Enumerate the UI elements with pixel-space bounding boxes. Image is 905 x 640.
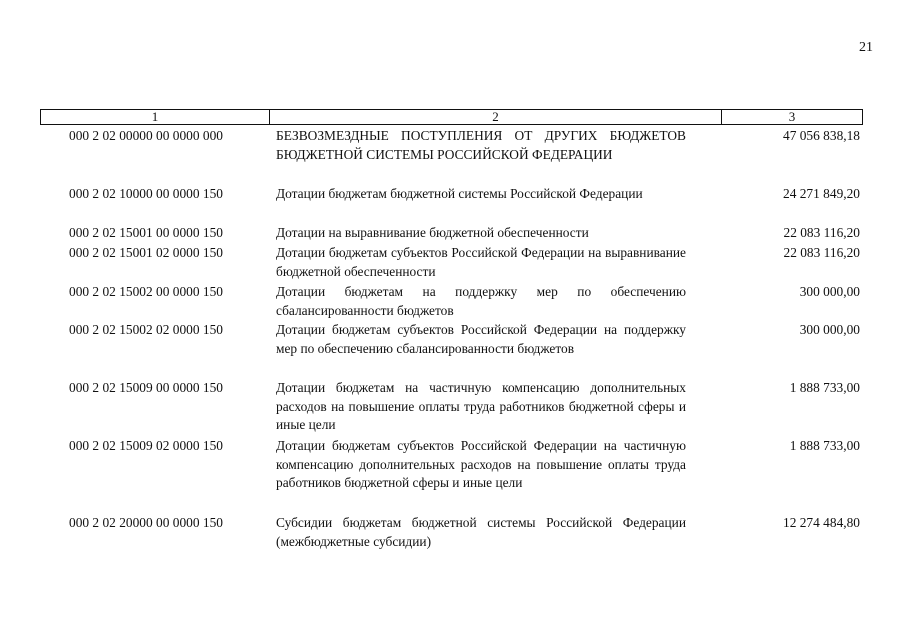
- row-code: 000 2 02 15009 00 0000 150: [69, 380, 223, 395]
- row-code: 000 2 02 15001 02 0000 150: [69, 245, 223, 260]
- page-number: 21: [859, 40, 873, 55]
- row-name: Субсидии бюджетам бюджетной системы Российской Федерации (межбюджетные субсидии): [276, 515, 686, 549]
- row-amount: 24 271 849,20: [783, 186, 860, 201]
- table-row: [40, 127, 863, 164]
- row-name: Дотации бюджетам на частичную компенсацию дополнительных расходов на повышение оплаты труда работников бюджетной сферы и иные цели: [276, 380, 686, 432]
- row-amount: 300 000,00: [799, 284, 860, 299]
- row-amount: 1 888 733,00: [789, 438, 860, 453]
- table-row: [40, 224, 863, 243]
- table-row: [40, 185, 863, 204]
- table-row: [40, 514, 863, 551]
- row-name: Дотации бюджетам бюджетной системы Российской Федерации: [276, 186, 643, 201]
- header-col-1: 1: [41, 110, 270, 124]
- table-row: [40, 321, 863, 358]
- table-header: [40, 109, 863, 125]
- row-code: 000 2 02 15001 00 0000 150: [69, 225, 223, 240]
- table-row: [40, 379, 863, 435]
- row-code: 000 2 02 15002 02 0000 150: [69, 322, 223, 337]
- row-code: 000 2 02 15002 00 0000 150: [69, 284, 223, 299]
- table-row: [40, 437, 863, 493]
- row-name: Дотации бюджетам субъектов Российской Федерации на выравнивание бюджетной обеспеченности: [276, 245, 686, 279]
- row-name: Дотации бюджетам на поддержку мер по обеспечению сбалансированности бюджетов: [276, 284, 686, 318]
- row-name: Дотации бюджетам субъектов Российской Федерации на частичную компенсацию дополнительных расходов на повышение оплаты труда работников бюджетной сферы и иные цели: [276, 438, 686, 490]
- row-amount: 47 056 838,18: [783, 128, 860, 143]
- row-code: 000 2 02 15009 02 0000 150: [69, 438, 223, 453]
- row-code: 000 2 02 10000 00 0000 150: [69, 186, 223, 201]
- row-code: 000 2 02 20000 00 0000 150: [69, 515, 223, 530]
- row-amount: 300 000,00: [799, 322, 860, 337]
- header-col-2: 2: [270, 110, 722, 124]
- row-amount: 22 083 116,20: [783, 245, 860, 260]
- row-name: Дотации на выравнивание бюджетной обеспеченности: [276, 225, 589, 240]
- header-col-3: 3: [788, 109, 796, 124]
- table-row: [40, 283, 863, 320]
- row-amount: 22 083 116,20: [783, 225, 860, 240]
- table-row: [40, 244, 863, 281]
- row-amount: 1 888 733,00: [789, 380, 860, 395]
- row-name: Дотации бюджетам субъектов Российской Федерации на поддержку мер по обеспечению сбалансированности бюджетов: [276, 322, 686, 356]
- row-code: 000 2 02 00000 00 0000 000: [69, 128, 223, 143]
- row-amount: 12 274 484,80: [783, 515, 860, 530]
- row-name: БЕЗВОЗМЕЗДНЫЕ ПОСТУПЛЕНИЯ ОТ ДРУГИХ БЮДЖЕТОВ БЮДЖЕТНОЙ СИСТЕМЫ РОССИЙСКОЙ ФЕДЕРАЦИИ: [276, 128, 686, 162]
